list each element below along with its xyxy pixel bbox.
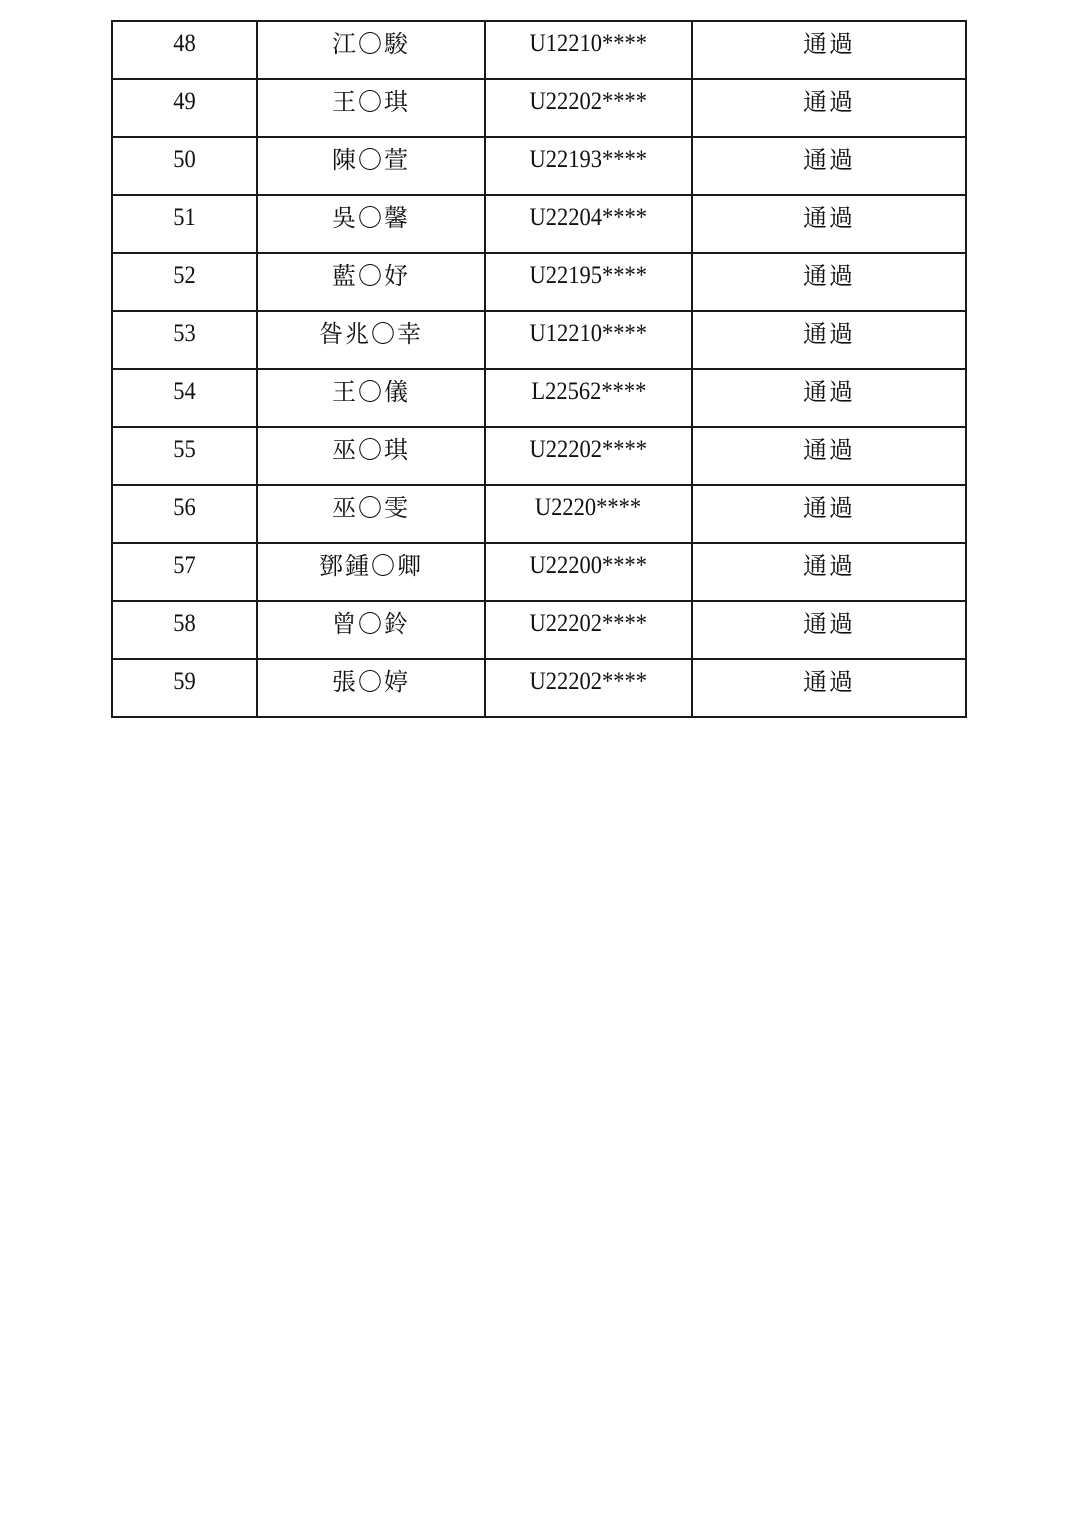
id-number: U22204**** bbox=[529, 204, 648, 231]
id-cell bbox=[485, 195, 692, 253]
row-number-cell bbox=[112, 21, 257, 79]
status-cell bbox=[692, 601, 966, 659]
id-number: L22562**** bbox=[530, 378, 647, 405]
table-row bbox=[112, 427, 966, 485]
status-text: 通過 bbox=[803, 378, 855, 406]
row-number: 54 bbox=[173, 378, 196, 405]
name-cell bbox=[257, 427, 485, 485]
id-cell bbox=[485, 79, 692, 137]
person-name: 昝兆〇幸 bbox=[319, 320, 423, 348]
name-cell bbox=[257, 543, 485, 601]
table-row bbox=[112, 137, 966, 195]
id-cell bbox=[485, 659, 692, 717]
name-cell bbox=[257, 485, 485, 543]
row-number-cell bbox=[112, 253, 257, 311]
table-row bbox=[112, 485, 966, 543]
name-cell bbox=[257, 195, 485, 253]
id-cell bbox=[485, 427, 692, 485]
id-number: U22200**** bbox=[529, 552, 648, 579]
name-cell bbox=[257, 137, 485, 195]
status-text: 通過 bbox=[803, 436, 855, 464]
row-number: 50 bbox=[173, 146, 196, 173]
status-text: 通過 bbox=[803, 146, 855, 174]
table-row bbox=[112, 369, 966, 427]
person-name: 王〇儀 bbox=[332, 378, 410, 406]
row-number-cell bbox=[112, 369, 257, 427]
row-number-cell bbox=[112, 485, 257, 543]
id-cell bbox=[485, 601, 692, 659]
id-number: U22195**** bbox=[529, 262, 648, 289]
id-number: U2220**** bbox=[535, 494, 642, 521]
row-number-cell bbox=[112, 79, 257, 137]
id-number: U12210**** bbox=[529, 30, 648, 57]
table-row bbox=[112, 311, 966, 369]
person-name: 巫〇琪 bbox=[332, 436, 410, 464]
table-row bbox=[112, 21, 966, 79]
status-cell bbox=[692, 659, 966, 717]
id-number: U22202**** bbox=[529, 668, 648, 695]
name-cell bbox=[257, 659, 485, 717]
status-text: 通過 bbox=[803, 204, 855, 232]
id-cell bbox=[485, 485, 692, 543]
person-name: 陳〇萱 bbox=[332, 146, 410, 174]
id-number: U22202**** bbox=[529, 436, 648, 463]
id-cell bbox=[485, 543, 692, 601]
name-cell bbox=[257, 79, 485, 137]
row-number: 57 bbox=[173, 552, 196, 579]
id-cell bbox=[485, 311, 692, 369]
table-row bbox=[112, 543, 966, 601]
status-cell bbox=[692, 369, 966, 427]
status-text: 通過 bbox=[803, 668, 855, 696]
id-cell bbox=[485, 21, 692, 79]
row-number: 52 bbox=[173, 262, 196, 289]
id-number: U22202**** bbox=[529, 610, 648, 637]
id-number: U22202**** bbox=[529, 88, 648, 115]
row-number-cell bbox=[112, 659, 257, 717]
row-number: 56 bbox=[173, 494, 196, 521]
row-number-cell bbox=[112, 543, 257, 601]
status-text: 通過 bbox=[803, 552, 855, 580]
table-row bbox=[112, 659, 966, 717]
status-text: 通過 bbox=[803, 30, 855, 58]
row-number-cell bbox=[112, 195, 257, 253]
status-cell bbox=[692, 137, 966, 195]
row-number: 55 bbox=[173, 436, 196, 463]
person-name: 張〇婷 bbox=[332, 668, 410, 696]
id-number: U22193**** bbox=[529, 146, 648, 173]
status-cell bbox=[692, 79, 966, 137]
status-text: 通過 bbox=[803, 320, 855, 348]
person-name: 曾〇鈴 bbox=[332, 610, 410, 638]
id-cell bbox=[485, 253, 692, 311]
row-number: 51 bbox=[173, 204, 196, 231]
status-text: 通過 bbox=[803, 494, 855, 522]
row-number-cell bbox=[112, 601, 257, 659]
table-row bbox=[112, 253, 966, 311]
person-name: 鄧鍾〇卿 bbox=[319, 552, 423, 580]
table-row bbox=[112, 601, 966, 659]
status-text: 通過 bbox=[803, 610, 855, 638]
name-cell bbox=[257, 601, 485, 659]
id-number: U12210**** bbox=[529, 320, 648, 347]
table-row bbox=[112, 79, 966, 137]
status-cell bbox=[692, 543, 966, 601]
id-cell bbox=[485, 369, 692, 427]
row-number-cell bbox=[112, 427, 257, 485]
name-cell bbox=[257, 311, 485, 369]
person-name: 藍〇妤 bbox=[332, 262, 410, 290]
person-name: 巫〇雯 bbox=[332, 494, 410, 522]
row-number: 49 bbox=[173, 88, 196, 115]
row-number-cell bbox=[112, 311, 257, 369]
person-name: 吳〇馨 bbox=[332, 204, 410, 232]
person-name: 江〇駿 bbox=[332, 30, 410, 58]
status-cell bbox=[692, 253, 966, 311]
row-number: 58 bbox=[173, 610, 196, 637]
status-text: 通過 bbox=[803, 88, 855, 116]
person-name: 王〇琪 bbox=[332, 88, 410, 116]
status-cell bbox=[692, 21, 966, 79]
row-number: 48 bbox=[173, 30, 196, 57]
status-cell bbox=[692, 427, 966, 485]
row-number: 59 bbox=[173, 668, 196, 695]
row-number: 53 bbox=[173, 320, 196, 347]
name-cell bbox=[257, 253, 485, 311]
status-cell bbox=[692, 195, 966, 253]
row-number-cell bbox=[112, 137, 257, 195]
status-cell bbox=[692, 485, 966, 543]
id-cell bbox=[485, 137, 692, 195]
status-cell bbox=[692, 311, 966, 369]
table-row bbox=[112, 195, 966, 253]
status-text: 通過 bbox=[803, 262, 855, 290]
results-table bbox=[111, 20, 967, 718]
name-cell bbox=[257, 21, 485, 79]
name-cell bbox=[257, 369, 485, 427]
